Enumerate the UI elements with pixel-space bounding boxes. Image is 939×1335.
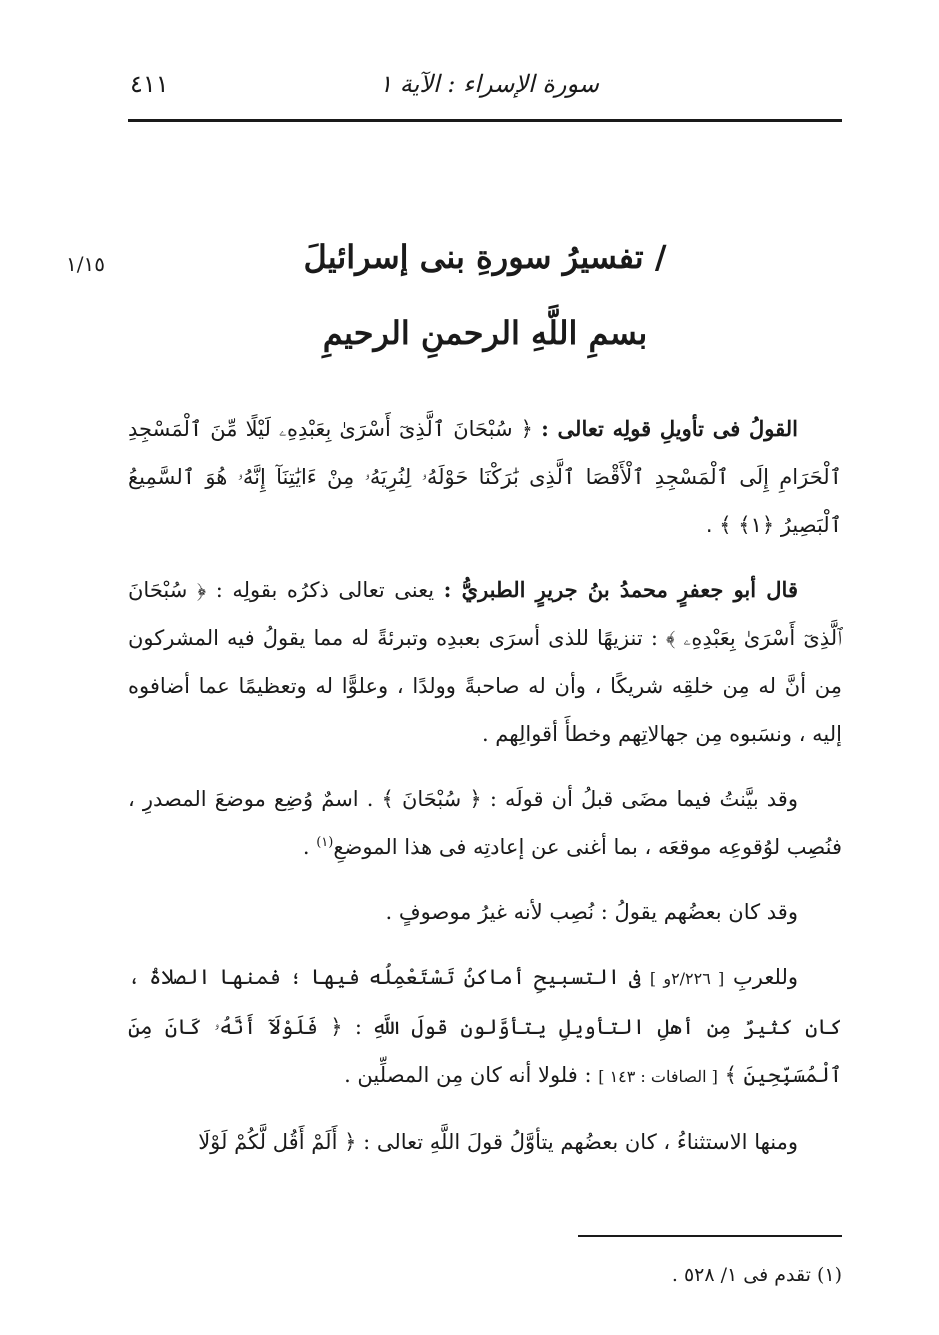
paragraph-text: ومنها الاستثناءُ ، كان بعضُهم يتأوَّلُ قولَ اللَّهِ تعالى : ﴿ أَلَمْ أَقُل لَّكُمْ لَوْلَا (198, 1130, 798, 1154)
paragraph-text-end: . (302, 835, 317, 859)
paragraph-2 (128, 566, 842, 758)
verse-citation: [ الصافات : ١٤٣ ] (598, 1067, 718, 1086)
paragraph-text-end: : فلولا أنه كان مِن المصلِّين . (344, 1063, 592, 1087)
chapter-title: / تفسيرُ سورةِ بنى إسرائيلَ (303, 238, 667, 276)
paragraph-text-start: وللعربِ (733, 965, 799, 989)
running-header-title: سورة الإسراء : الآية ١ (379, 70, 599, 98)
basmala-heading: بسمِ اللَّهِ الرحمنِ الرحيمِ (322, 314, 648, 352)
footnote: (١) تقدم فى ١/ ٥٢٨ . (671, 1264, 842, 1286)
paragraph-1 (128, 405, 842, 549)
header-rule (128, 119, 842, 122)
paragraph-lead: القولُ فى تأويلِ قولِه تعالى : (541, 416, 798, 441)
page-number: ٤١١ (130, 70, 169, 98)
body-text (128, 405, 842, 1183)
paragraph-lead: قال أبو جعفرٍ محمدُ بنُ جريرٍ الطبريُّ : (443, 577, 798, 602)
manuscript-reference: [ ٢/٢٢٦و ] (649, 969, 725, 988)
paragraph-5 (128, 953, 842, 1101)
paragraph-text: يعنى تعالى ذكرُه بقولِه : ﴿ سُبْحَانَ ٱلَّذِىٓ أَسْرَىٰ بِعَبْدِهِۦ ﴾ : تنزيهًا للذى أسرَى بعبدِه وتبرئةً له مما يقولُ فيه المشركون مِن أنَّ له مِن خلقِه شريكًا ، وأن له صاحبةً وولدًا ، وعلوًّا له وتعظيمًا عما أضافوه إليه ، ونسَبوه مِن جهالاتِهم وخطأَ أقوالِهم . (128, 578, 842, 746)
paragraph-text: فى التسبيحِ أماكنُ تَسْتَعْمِلُه فيها ؛ فمنها الصلاةُ ، كان كثيرٌ مِن أهلِ التأويلِ يتأوَّلون قولَ اللَّهِ : ﴿ فَلَوْلَآ أَنَّهُۥ كَانَ مِنَ ٱلْمُسَبِّحِينَ ﴾ (128, 965, 842, 1087)
paragraph-text: وقد كان بعضُهم يقولُ : نُصِب لأنه غيرُ موصوفٍ . (385, 900, 798, 924)
paragraph-6 (128, 1118, 842, 1166)
paragraph-4 (128, 888, 842, 936)
paragraph-text: وقد بيَّنتُ فيما مضَى قبلُ أن قولَه : ﴿ سُبْحَانَ ﴾ . اسمٌ وُضِع موضعَ المصدرِ ، فنُصِب لوُقوعِه موقعَه ، بما أغنى عن إعادتِه فى هذا الموضعِ (128, 787, 842, 859)
quran-verse: ﴿ سُبْحَانَ ٱلَّذِىٓ أَسْرَىٰ بِعَبْدِهِۦ لَيْلًا مِّنَ ٱلْمَسْجِدِ ٱلْحَرَامِ إِلَى ٱلْمَسْجِدِ ٱلْأَقْصَا ٱلَّذِى بَٰرَكْنَا حَوْلَهُۥ لِنُرِيَهُۥ مِنْ ءَايَٰتِنَآ إِنَّهُۥ هُوَ ٱلسَّمِيعُ ٱلْبَصِيرُ ﴿١﴾ ﴾ . (128, 417, 842, 537)
paragraph-3 (128, 775, 842, 871)
footnote-reference: (١) (316, 835, 334, 850)
footnote-rule (578, 1235, 842, 1237)
margin-reference: ١/١٥ (66, 252, 105, 276)
